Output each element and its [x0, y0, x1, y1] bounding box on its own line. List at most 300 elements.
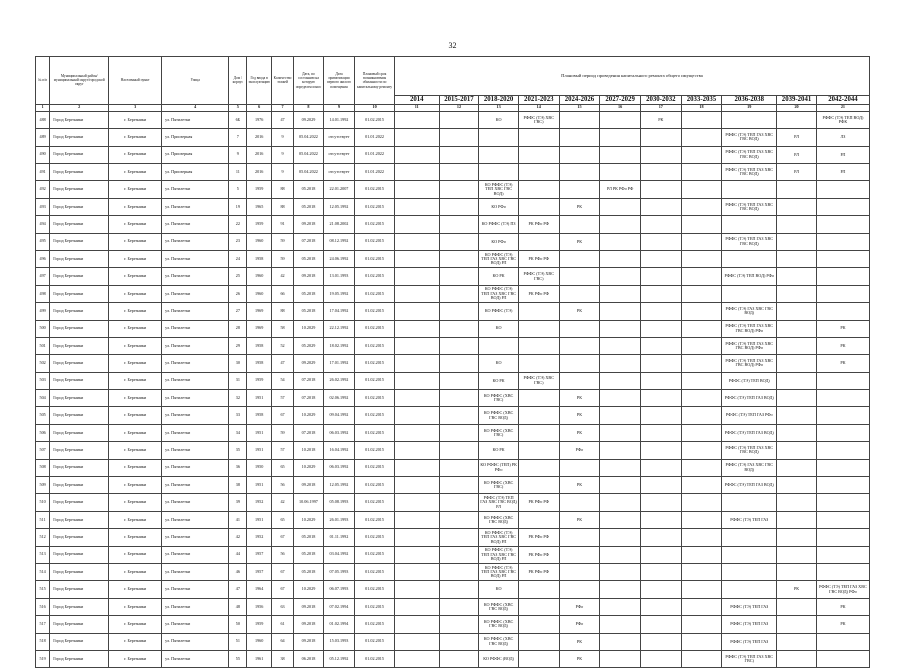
- work-cell: [518, 598, 559, 615]
- work-cell: [816, 563, 869, 580]
- work-cell: [439, 407, 479, 424]
- work-cell: РФФС (ТЭ) ТЕП ГАЗ: [722, 616, 777, 633]
- deadline-cell: 01.02.2015: [355, 355, 395, 372]
- street-cell: ул. Пятилетки: [162, 355, 229, 372]
- work-cell: КО РФФС (ТЭ) ТЕП ГАЗ ХВС ГВС ВОД) РЛ: [479, 285, 519, 302]
- street-cell: ул. Приозерная: [162, 163, 229, 180]
- floors-cell: 38: [271, 650, 293, 667]
- header-year-2015-2017: 2015-2017: [439, 96, 479, 105]
- privatization-cell: 07.02.1994: [323, 598, 355, 615]
- settlement-cell: г. Березники: [109, 563, 162, 580]
- work-cell: [394, 598, 439, 615]
- work-cell: [439, 616, 479, 633]
- year-built-cell: 1951: [247, 390, 271, 407]
- work-cell: РК РФо РФ: [518, 494, 559, 511]
- work-cell: [518, 303, 559, 320]
- work-cell: [722, 546, 777, 563]
- row-number: 518: [36, 633, 50, 650]
- house-cell: 25: [229, 268, 247, 285]
- work-cell: РФФС (ТЭ) ТЕП ГАЗ ВОД): [722, 390, 777, 407]
- street-cell: ул. Пятилетки: [162, 529, 229, 546]
- work-cell: [681, 198, 722, 215]
- work-cell: [600, 616, 641, 633]
- last-repair-cell: 05.2018: [294, 529, 323, 546]
- work-cell: [722, 529, 777, 546]
- privatization-cell: 15.03.1993: [323, 633, 355, 650]
- work-cell: [777, 198, 817, 215]
- row-number: 490: [36, 146, 50, 163]
- work-cell: [600, 529, 641, 546]
- work-cell: [681, 546, 722, 563]
- work-cell: [777, 616, 817, 633]
- house-cell: 22: [229, 216, 247, 233]
- work-cell: [816, 442, 869, 459]
- house-cell: 34: [229, 424, 247, 441]
- table-row: [36, 598, 870, 615]
- table-row: [36, 616, 870, 633]
- street-cell: ул. Пятилетки: [162, 216, 229, 233]
- work-cell: РК РФо РФ: [518, 285, 559, 302]
- column-number: 6: [247, 104, 271, 111]
- street-cell: ул. Пятилетки: [162, 198, 229, 215]
- row-number: 497: [36, 268, 50, 285]
- work-cell: [681, 129, 722, 146]
- deadline-cell: 01.02.2015: [355, 616, 395, 633]
- work-cell: [600, 233, 641, 250]
- year-built-cell: 1964: [247, 581, 271, 598]
- work-cell: [518, 616, 559, 633]
- work-cell: [394, 650, 439, 667]
- work-cell: [600, 337, 641, 354]
- work-cell: [777, 355, 817, 372]
- work-cell: [722, 250, 777, 267]
- header-year-2036-2038: 2036-2038: [722, 96, 777, 105]
- work-cell: РФФС (ТЭ) ТЕП ГАЗ ХВС ГВС ВОД) РЛ: [479, 494, 519, 511]
- work-cell: РФФС (ТЭ) ТЕП ГАЗ ХВС ГВС ВОД): [722, 442, 777, 459]
- work-cell: [394, 390, 439, 407]
- last-repair-cell: 10.2029: [294, 459, 323, 476]
- settlement-cell: г. Березники: [109, 494, 162, 511]
- work-cell: РФФС (ТЭ) ТЕП ВОД): [722, 372, 777, 389]
- header-settlement: Населенный пункт: [109, 57, 162, 105]
- floors-cell: 9: [271, 146, 293, 163]
- house-cell: 32: [229, 390, 247, 407]
- work-cell: [777, 494, 817, 511]
- work-cell: РК: [559, 407, 600, 424]
- work-cell: КО РФФС (ТЭ) ТЕП ГАЗ ХВС ГВС ВОД) РЛ: [479, 546, 519, 563]
- row-number: 492: [36, 181, 50, 198]
- table-row: [36, 198, 870, 215]
- settlement-cell: г. Березники: [109, 337, 162, 354]
- street-cell: ул. Пятилетки: [162, 181, 229, 198]
- municipality-cell: Город Березники: [50, 390, 109, 407]
- header-municipality: Муниципальный район/муниципальный округ/городской округ: [50, 57, 109, 105]
- last-repair-cell: 10.2029: [294, 407, 323, 424]
- work-cell: [777, 233, 817, 250]
- work-cell: РК: [559, 477, 600, 494]
- municipality-cell: Город Березники: [50, 216, 109, 233]
- work-cell: [640, 529, 681, 546]
- row-number: 507: [36, 442, 50, 459]
- deadline-cell: 01.02.2015: [355, 216, 395, 233]
- work-cell: [518, 459, 559, 476]
- work-cell: [681, 163, 722, 180]
- deadline-cell: 01.02.2015: [355, 268, 395, 285]
- work-cell: [640, 390, 681, 407]
- table-row: [36, 337, 870, 354]
- capital-repair-table: [35, 56, 870, 668]
- work-cell: [559, 181, 600, 198]
- work-cell: [777, 372, 817, 389]
- year-built-cell: 1960: [247, 268, 271, 285]
- work-cell: [394, 216, 439, 233]
- table-row: [36, 320, 870, 337]
- work-cell: [722, 494, 777, 511]
- work-cell: [600, 598, 641, 615]
- work-cell: РФо: [559, 442, 600, 459]
- floors-cell: 42: [271, 268, 293, 285]
- work-cell: РФФС (ТЭ) ТЕП ВОД) РФо: [722, 268, 777, 285]
- row-number: 515: [36, 581, 50, 598]
- work-cell: [640, 563, 681, 580]
- deadline-cell: 01.02.2015: [355, 303, 395, 320]
- deadline-cell: 01.02.2015: [355, 181, 395, 198]
- house-cell: 28: [229, 320, 247, 337]
- last-repair-cell: 10.06.1997: [294, 494, 323, 511]
- work-cell: [816, 181, 869, 198]
- last-repair-cell: 05.2029: [294, 337, 323, 354]
- work-cell: [439, 494, 479, 511]
- street-cell: ул. Пятилетки: [162, 616, 229, 633]
- floors-cell: 67: [271, 563, 293, 580]
- work-cell: [559, 494, 600, 511]
- work-cell: [439, 650, 479, 667]
- row-number: 498: [36, 285, 50, 302]
- work-cell: [722, 111, 777, 128]
- work-cell: РФФС (ТЭ) ТЕП ГАЗ ХВС ГВС ВОД): [722, 163, 777, 180]
- work-cell: [518, 650, 559, 667]
- table-row: [36, 494, 870, 511]
- work-cell: КО РФФС (ТЭ) ТЕП ГАЗ ХВС ГВС ВОД) РЛ: [479, 529, 519, 546]
- year-built-cell: 1960: [247, 285, 271, 302]
- work-cell: КО РФФС (ХВС ГВС ВОД): [479, 633, 519, 650]
- work-cell: [439, 563, 479, 580]
- house-cell: 19: [229, 198, 247, 215]
- work-cell: [518, 477, 559, 494]
- work-cell: [681, 111, 722, 128]
- year-built-cell: 1976: [247, 111, 271, 128]
- work-cell: [518, 424, 559, 441]
- privatization-cell: 06.07.1993: [323, 581, 355, 598]
- floors-cell: 56: [271, 546, 293, 563]
- row-number: 514: [36, 563, 50, 580]
- work-cell: ЛЗ: [816, 129, 869, 146]
- floors-cell: 63: [271, 598, 293, 615]
- street-cell: ул. Пятилетки: [162, 511, 229, 528]
- work-cell: [600, 546, 641, 563]
- work-cell: [722, 285, 777, 302]
- work-cell: [681, 372, 722, 389]
- work-cell: [394, 442, 439, 459]
- column-number: 17: [640, 104, 681, 111]
- municipality-cell: Город Березники: [50, 633, 109, 650]
- header-num: № п/п: [36, 57, 50, 105]
- work-cell: КО РФФС (ТЭ) ТЕП ГАЗ ХВС ГВС ВОД) РЛ: [479, 563, 519, 580]
- work-cell: [439, 129, 479, 146]
- work-cell: [777, 529, 817, 546]
- row-number: 501: [36, 337, 50, 354]
- deadline-cell: 01.02.2015: [355, 598, 395, 615]
- work-cell: [640, 633, 681, 650]
- work-cell: РФФС (ТЭ) ТЕП ГАЗ ВОД): [722, 477, 777, 494]
- column-number: 5: [229, 104, 247, 111]
- row-number: 517: [36, 616, 50, 633]
- work-cell: [640, 494, 681, 511]
- privatization-cell: 13.01.1993: [323, 268, 355, 285]
- work-cell: РК РФо РФ: [518, 529, 559, 546]
- deadline-cell: 01.02.2015: [355, 390, 395, 407]
- last-repair-cell: 05.2018: [294, 285, 323, 302]
- header-year-2027-2029: 2027-2029: [600, 96, 641, 105]
- privatization-cell: 22.12.1992: [323, 320, 355, 337]
- work-cell: [394, 616, 439, 633]
- settlement-cell: г. Березники: [109, 424, 162, 441]
- year-built-cell: 1951: [247, 511, 271, 528]
- house-cell: 55: [229, 650, 247, 667]
- municipality-cell: Город Березники: [50, 181, 109, 198]
- work-cell: [479, 337, 519, 354]
- work-cell: [816, 216, 869, 233]
- work-cell: [816, 268, 869, 285]
- work-cell: [439, 111, 479, 128]
- work-cell: РК: [559, 511, 600, 528]
- municipality-cell: Город Березники: [50, 546, 109, 563]
- work-cell: [559, 268, 600, 285]
- deadline-cell: 01.02.2015: [355, 477, 395, 494]
- header-year-2033-2035: 2033-2035: [681, 96, 722, 105]
- municipality-cell: Город Березники: [50, 303, 109, 320]
- work-cell: [640, 268, 681, 285]
- work-cell: [394, 494, 439, 511]
- last-repair-cell: 09.2018: [294, 216, 323, 233]
- settlement-cell: г. Березники: [109, 268, 162, 285]
- table-row: [36, 563, 870, 580]
- work-cell: [777, 320, 817, 337]
- work-cell: РК: [816, 616, 869, 633]
- work-cell: [681, 337, 722, 354]
- last-repair-cell: 05.2018: [294, 563, 323, 580]
- year-built-cell: 1959: [247, 616, 271, 633]
- work-cell: РК: [559, 390, 600, 407]
- year-built-cell: 1958: [247, 355, 271, 372]
- work-cell: [394, 111, 439, 128]
- street-cell: ул. Пятилетки: [162, 563, 229, 580]
- municipality-cell: Город Березники: [50, 198, 109, 215]
- work-cell: [681, 390, 722, 407]
- work-cell: [394, 303, 439, 320]
- street-cell: ул. Пятилетки: [162, 424, 229, 441]
- house-cell: 33: [229, 407, 247, 424]
- street-cell: ул. Пятилетки: [162, 320, 229, 337]
- house-cell: 47: [229, 581, 247, 598]
- last-repair-cell: 09.2018: [294, 633, 323, 650]
- work-cell: РФФС (ТЭ) ТЕП ВОД) РФК: [816, 111, 869, 128]
- work-cell: [681, 529, 722, 546]
- year-built-cell: 1969: [247, 320, 271, 337]
- work-cell: [600, 407, 641, 424]
- privatization-cell: 17.04.1992: [323, 303, 355, 320]
- work-cell: [394, 233, 439, 250]
- work-cell: [640, 129, 681, 146]
- privatization-cell: 06.03.1992: [323, 459, 355, 476]
- work-cell: [439, 303, 479, 320]
- municipality-cell: Город Березники: [50, 163, 109, 180]
- table-row: [36, 424, 870, 441]
- settlement-cell: г. Березники: [109, 163, 162, 180]
- work-cell: [600, 494, 641, 511]
- header-period: Плановый период проведения капитального ремонта общего имущества: [394, 57, 869, 96]
- work-cell: [640, 320, 681, 337]
- work-cell: [559, 216, 600, 233]
- deadline-cell: 01.02.2015: [355, 529, 395, 546]
- work-cell: КО: [479, 581, 519, 598]
- year-built-cell: 1958: [247, 337, 271, 354]
- work-cell: [681, 581, 722, 598]
- deadline-cell: 01.02.2015: [355, 546, 395, 563]
- work-cell: [394, 285, 439, 302]
- work-cell: [394, 511, 439, 528]
- work-cell: [394, 407, 439, 424]
- house-cell: 35: [229, 442, 247, 459]
- work-cell: [777, 477, 817, 494]
- work-cell: РФФС (ТЭ) ТЕП ГАЗ: [722, 598, 777, 615]
- house-cell: 48: [229, 598, 247, 615]
- work-cell: РФФС (ТЭ) ТЕП ГАЗ ХВС ГВС ВОД): [722, 233, 777, 250]
- work-cell: РК: [816, 598, 869, 615]
- work-cell: [640, 146, 681, 163]
- privatization-cell: 02.06.1992: [323, 390, 355, 407]
- table-row: [36, 268, 870, 285]
- work-cell: [518, 511, 559, 528]
- work-cell: [777, 511, 817, 528]
- privatization-cell: 19.05.1992: [323, 285, 355, 302]
- work-cell: [394, 198, 439, 215]
- house-cell: 42: [229, 529, 247, 546]
- floors-cell: 88: [271, 198, 293, 215]
- work-cell: [816, 233, 869, 250]
- table-row: [36, 355, 870, 372]
- header-last-repair: Дата, по состоянию на которую определен износ: [294, 57, 323, 105]
- work-cell: [439, 320, 479, 337]
- header-street: Улица: [162, 57, 229, 105]
- settlement-cell: г. Березники: [109, 355, 162, 372]
- floors-cell: 91: [271, 216, 293, 233]
- last-repair-cell: 07.2018: [294, 390, 323, 407]
- work-cell: [681, 181, 722, 198]
- settlement-cell: г. Березники: [109, 129, 162, 146]
- work-cell: РК РФо РФ: [518, 546, 559, 563]
- work-cell: [640, 285, 681, 302]
- municipality-cell: Город Березники: [50, 616, 109, 633]
- floors-cell: 65: [271, 511, 293, 528]
- column-number: 12: [439, 104, 479, 111]
- last-repair-cell: 10.2029: [294, 581, 323, 598]
- column-number: 19: [722, 104, 777, 111]
- work-cell: [559, 250, 600, 267]
- work-cell: [394, 355, 439, 372]
- header-privatization: Дата приватизации первого жилого помещения: [323, 57, 355, 105]
- work-cell: [479, 146, 519, 163]
- work-cell: [722, 563, 777, 580]
- work-cell: [777, 546, 817, 563]
- municipality-cell: Город Березники: [50, 320, 109, 337]
- work-cell: КО РФФС (ТЭ) ТЕП ГАЗ ХВС ГВС ВОД) РЛ: [479, 250, 519, 267]
- work-cell: РК: [816, 320, 869, 337]
- work-cell: [816, 477, 869, 494]
- deadline-cell: 01.02.2015: [355, 581, 395, 598]
- work-cell: КО РФФС (ТЕП) РК РФо: [479, 459, 519, 476]
- work-cell: [600, 216, 641, 233]
- work-cell: [518, 390, 559, 407]
- work-cell: [600, 146, 641, 163]
- municipality-cell: Город Березники: [50, 355, 109, 372]
- floors-cell: 61: [271, 616, 293, 633]
- work-cell: [394, 424, 439, 441]
- work-cell: [394, 250, 439, 267]
- row-number: 502: [36, 355, 50, 372]
- privatization-cell: 14.01.1992: [323, 111, 355, 128]
- work-cell: [777, 633, 817, 650]
- work-cell: [479, 163, 519, 180]
- work-cell: [777, 407, 817, 424]
- work-cell: [816, 372, 869, 389]
- work-cell: [439, 598, 479, 615]
- work-cell: [559, 355, 600, 372]
- privatization-cell: 16.04.1992: [323, 442, 355, 459]
- floors-cell: 65: [271, 459, 293, 476]
- municipality-cell: Город Березники: [50, 233, 109, 250]
- deadline-cell: 01.02.2015: [355, 372, 395, 389]
- street-cell: ул. Пятилетки: [162, 407, 229, 424]
- year-built-cell: 1969: [247, 303, 271, 320]
- work-cell: [816, 459, 869, 476]
- work-cell: [816, 511, 869, 528]
- header-year-2018-2020: 2018-2020: [479, 96, 519, 105]
- house-cell: 44: [229, 546, 247, 563]
- work-cell: РФо: [559, 616, 600, 633]
- deadline-cell: 01.02.2015: [355, 111, 395, 128]
- work-cell: [439, 355, 479, 372]
- row-number: 499: [36, 303, 50, 320]
- deadline-cell: 01.02.2015: [355, 407, 395, 424]
- work-cell: [518, 442, 559, 459]
- municipality-cell: Город Березники: [50, 424, 109, 441]
- floors-cell: 42: [271, 494, 293, 511]
- table-row: [36, 581, 870, 598]
- work-cell: [394, 129, 439, 146]
- work-cell: [518, 337, 559, 354]
- work-cell: [777, 424, 817, 441]
- floors-cell: 59: [271, 250, 293, 267]
- work-cell: КО РФФС (ХВС ГВС ВОД): [479, 407, 519, 424]
- house-cell: 50: [229, 616, 247, 633]
- work-cell: [640, 233, 681, 250]
- settlement-cell: г. Березники: [109, 407, 162, 424]
- work-cell: [681, 598, 722, 615]
- work-cell: [559, 546, 600, 563]
- work-cell: [816, 546, 869, 563]
- row-number: 516: [36, 598, 50, 615]
